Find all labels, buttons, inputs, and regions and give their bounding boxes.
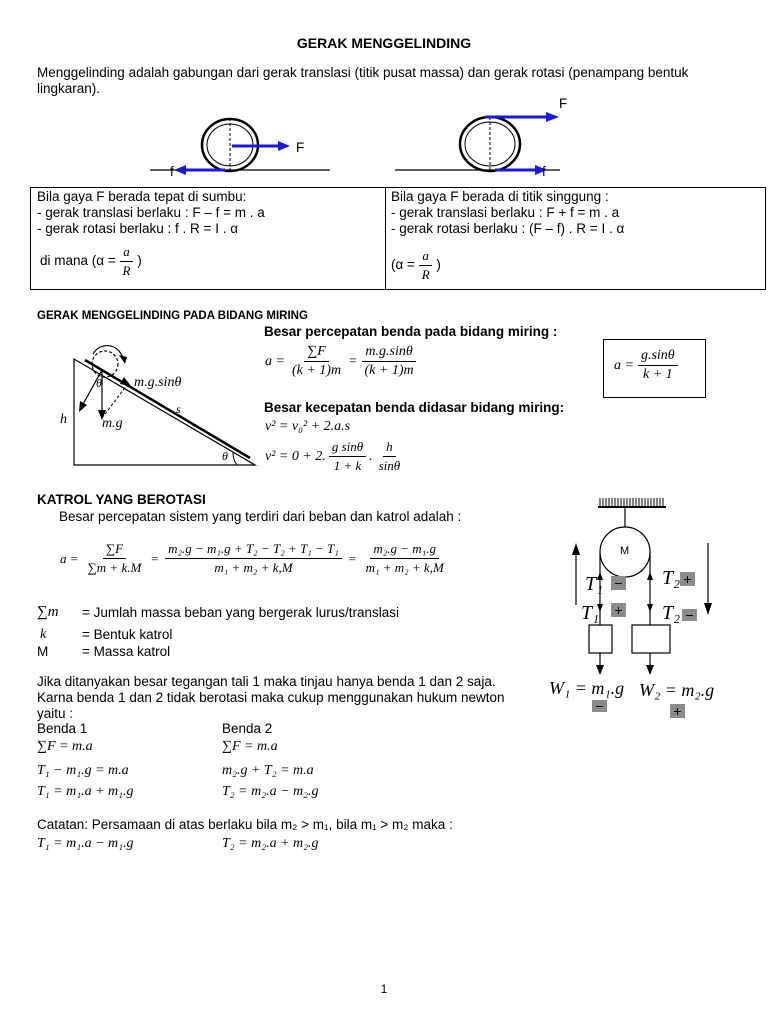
benda1-eq1: ∑F = m.a <box>37 739 93 754</box>
table-left-heading: Bila gaya F berada tepat di sumbu: <box>37 189 247 204</box>
friction-label-f2: f <box>542 164 546 179</box>
incline-theta-bottom: θ <box>222 449 228 463</box>
pulley-note: Catatan: Persamaan di atas berlaku bila m₂ > m₁, bila m₁ > m₂ maka : <box>37 817 453 832</box>
minus-badge-t1: − <box>611 576 626 590</box>
table-right-line1: - gerak translasi berlaku : F + f = m . a <box>391 205 620 220</box>
plus-badge-t1: + <box>611 603 626 617</box>
pulley-heading: KATROL YANG BEROTASI <box>37 492 206 507</box>
legend-sym-sum-m: ∑m <box>37 604 59 620</box>
page-title: GERAK MENGGELINDING <box>296 35 472 51</box>
table-left-line2: - gerak rotasi berlaku : f . R = I . α <box>37 221 239 236</box>
table-right-heading: Bila gaya F berada di titik singgung : <box>391 189 609 204</box>
benda2-eq2: m₂.g + T₂ = m.a <box>222 763 314 778</box>
incline-accel-equation: a = $\frac{\sum F}{(k + 1)m}$ = $\frac{m.g.\sin\theta}{(k + 1)m}$ <box>265 343 417 380</box>
benda1-eq2: T₁ − m₁.g = m.a <box>37 763 129 778</box>
incline-result-equation: a = $\frac{g.\sin\theta}{k + 1}$ <box>614 347 678 384</box>
pulley-para-3: yaitu : <box>37 706 74 721</box>
incline-figure <box>55 340 265 470</box>
pulley-mass-label: M <box>620 545 630 557</box>
note-eq1: T₁ = m₁.a − m₁.g <box>37 836 134 851</box>
tension-t2-bottom: T₂ <box>662 602 681 624</box>
rolling-figure-tangent <box>395 100 595 180</box>
incline-heading: GERAK MENGGELINDING PADA BIDANG MIRING <box>37 310 308 322</box>
benda2-eq1: ∑F = m.a <box>222 739 278 754</box>
incline-h-label: h <box>60 412 67 427</box>
minus-badge-w1: − <box>592 700 607 712</box>
incline-mg-label: m.g <box>102 416 123 431</box>
weight-w1: W₁ = m₁.g <box>549 678 625 698</box>
pulley-para-2: Karna benda 1 dan 2 tidak berotasi maka cukup menggunakan hukum newton <box>37 690 505 705</box>
incline-s-label: s <box>176 402 181 416</box>
intro-line-1: Menggelinding adalah gabungan dari gerak translasi (titik pusat massa) dan gerak rotasi (penampang bentuk <box>37 65 689 80</box>
table-left-where: di mana (α = $\frac{a}{R}$ ) <box>40 244 142 278</box>
benda1-label: Benda 1 <box>37 721 88 736</box>
tension-t1-bottom: T₁ <box>581 602 600 624</box>
incline-speed-eq1: v² = v₀² + 2.a.s <box>265 419 351 434</box>
legend-sym-m: M <box>37 644 49 659</box>
incline-speed-label: Besar kecepatan benda didasar bidang miring: <box>264 400 565 415</box>
minus-badge-t2: − <box>682 609 697 621</box>
page-number: 1 <box>380 982 388 996</box>
tension-t2-top: T₂ <box>662 567 681 589</box>
legend-desc-m: = Massa katrol <box>82 644 171 659</box>
rolling-figure-axis <box>150 110 340 180</box>
intro-line-2: lingkaran). <box>37 81 101 96</box>
tension-t1-top: T₁ <box>585 573 604 595</box>
note-eq2: T₂ = m₂.a + m₂.g <box>222 836 319 851</box>
plus-badge-t2: + <box>680 572 695 586</box>
table-right-line2: - gerak rotasi berlaku : (F – f) . R = I . α <box>391 221 625 236</box>
plus-badge-w2: + <box>670 704 685 718</box>
incline-accel-label: Besar percepatan benda pada bidang miring : <box>264 324 558 339</box>
incline-theta-top: θ <box>96 376 102 390</box>
weight-w2: W₂ = m₂.g <box>639 680 715 700</box>
benda2-eq3: T₂ = m₂.a − m₂.g <box>222 784 319 799</box>
incline-mgsin-label: m.g.sinθ <box>134 375 182 390</box>
table-left-line1: - gerak translasi berlaku : F – f = m . a <box>37 205 265 220</box>
legend-desc-sum-m: = Jumlah massa beban yang bergerak lurus/translasi <box>82 605 400 620</box>
benda1-eq3: T₁ = m₁.a + m₁.g <box>37 784 134 799</box>
pulley-para-1: Jika ditanyakan besar tegangan tali 1 maka tinjau hanya benda 1 dan 2 saja. <box>37 674 496 689</box>
pulley-desc: Besar percepatan sistem yang terdiri dari beban dan katrol adalah : <box>59 509 462 524</box>
friction-label-f1: f <box>170 164 174 179</box>
benda2-label: Benda 2 <box>222 721 273 736</box>
legend-sym-k: k <box>40 627 47 642</box>
force-label-f2: F <box>559 96 568 111</box>
force-label-f1: F <box>296 140 305 155</box>
table-right-where: (α = $\frac{a}{R}$ ) <box>391 248 441 282</box>
pulley-accel-equation: a = $\frac{\sum F}{\sum m + k.M}$ = $\frac{\text{m₂.g − m₁.g + T₂ − T₂ + T₁ − T₁}}{\text{m₁ + m₂ + k,M}}$ = $\frac{\text{m₂.g − m₁.g}}{\text{m₁ + m₂ + k,M}}$ <box>60 541 444 575</box>
incline-speed-eq2: v² = 0 + 2. $\frac{\text{g sinθ}}{1 + k}$ . $\frac{h}{\sin\theta}$ <box>265 439 401 473</box>
legend-desc-k: = Bentuk katrol <box>82 627 173 642</box>
